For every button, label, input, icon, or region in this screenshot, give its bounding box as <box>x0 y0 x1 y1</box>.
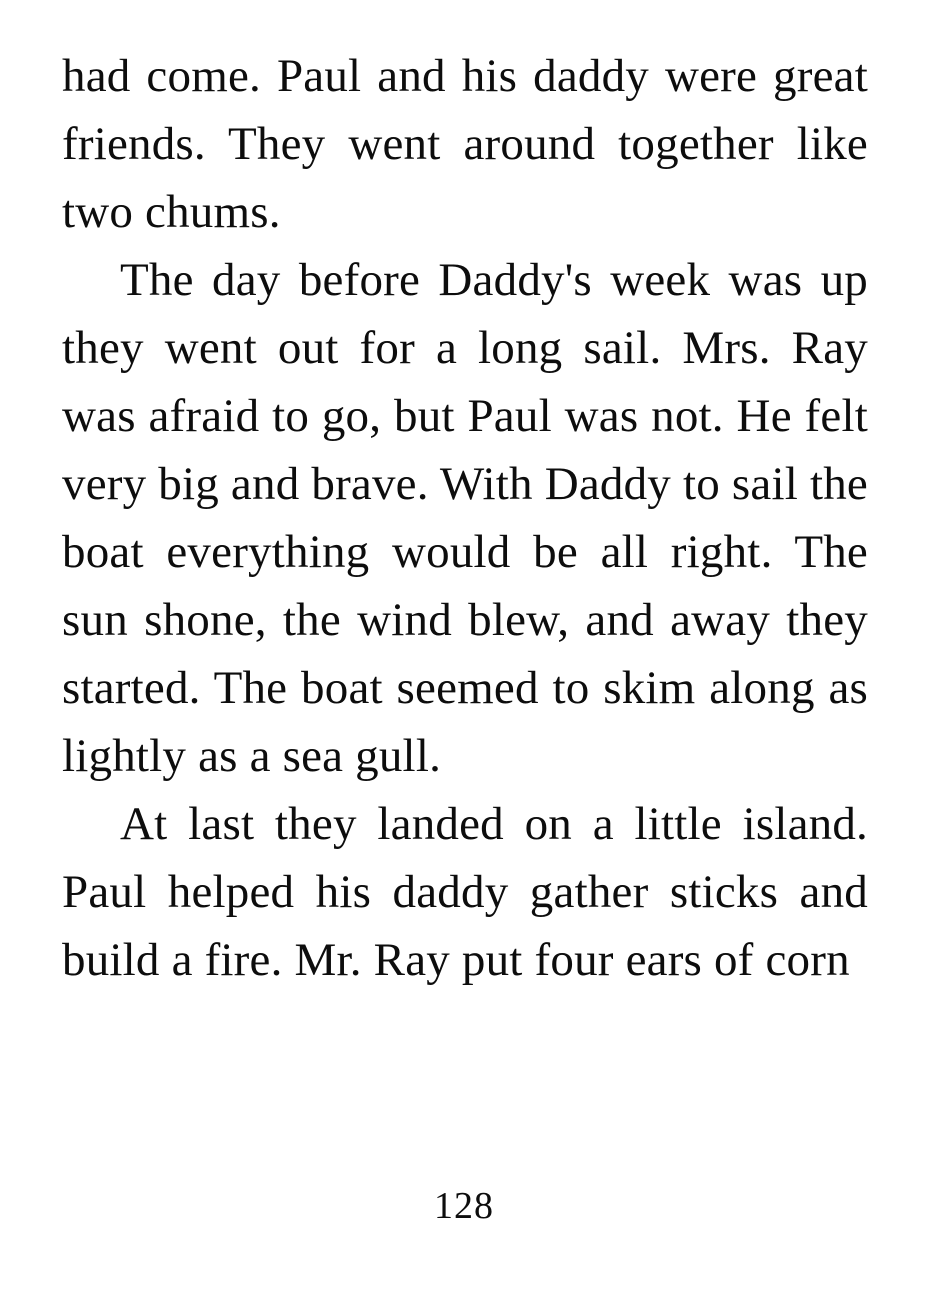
page-number: 128 <box>434 1185 494 1227</box>
paragraph-1: had come. Paul and his daddy were great friends. They went around together like two chums. <box>62 50 868 238</box>
paragraph-3: At last they landed on a little island. Paul helped his daddy gather sticks and build a fire. Mr. Ray put four ears of corn <box>62 798 868 986</box>
page-body <box>62 42 868 994</box>
paragraph-2: The day before Daddy's week was up they went out for a long sail. Mrs. Ray was afraid to go, but Paul was not. He felt very big and brave. With Daddy to sail the boat everything would be all right. The sun shone, the wind blew, and away they started. The boat seemed to skim along as lightly as a sea gull. <box>62 254 868 782</box>
